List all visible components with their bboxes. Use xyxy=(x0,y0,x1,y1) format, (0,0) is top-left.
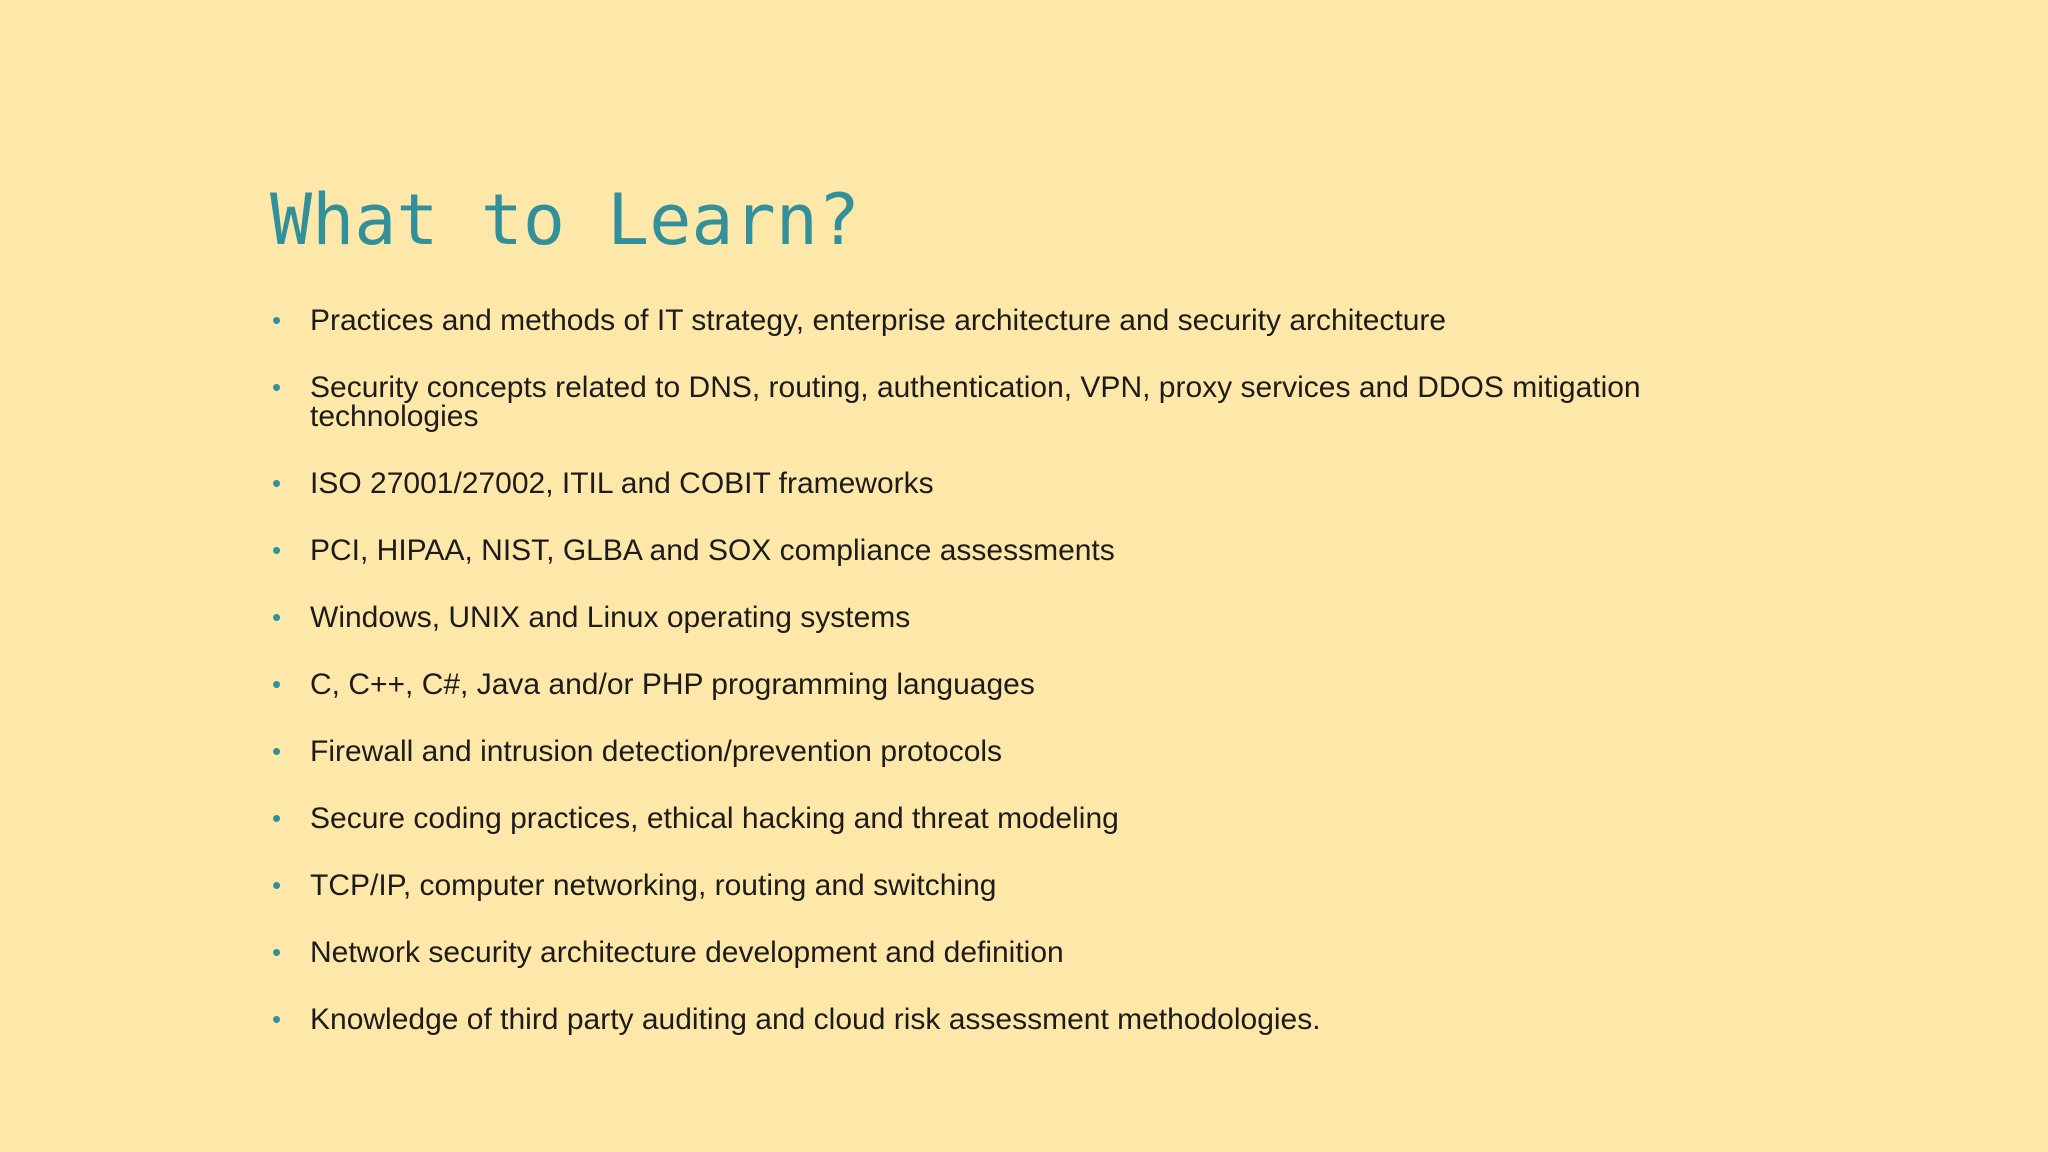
bullet-icon: • xyxy=(272,602,282,632)
list-item-text: Secure coding practices, ethical hacking and threat modeling xyxy=(310,802,1119,835)
bullet-list xyxy=(270,306,1800,1072)
list-item xyxy=(270,737,1800,766)
list-item-text: C, C++, C#, Java and/or PHP programming languages xyxy=(310,668,1035,701)
bullet-icon: • xyxy=(272,736,282,766)
list-item-text: Network security architecture development and definition xyxy=(310,936,1064,969)
list-item xyxy=(270,306,1800,335)
bullet-icon: • xyxy=(272,535,282,565)
list-item xyxy=(270,670,1800,699)
list-item-text: Knowledge of third party auditing and cloud risk assessment methodologies. xyxy=(310,1003,1321,1036)
bullet-icon: • xyxy=(272,870,282,900)
bullet-icon: • xyxy=(272,1004,282,1034)
list-item xyxy=(270,871,1800,900)
list-item xyxy=(270,373,1800,431)
slide-title: What to Learn? xyxy=(270,179,861,261)
bullet-icon: • xyxy=(272,305,282,335)
list-item xyxy=(270,804,1800,833)
list-item-text: Security concepts related to DNS, routing, authentication, VPN, proxy services and DDOS mitigation technologies xyxy=(310,371,1641,433)
list-item xyxy=(270,938,1800,967)
list-item-text: ISO 27001/27002, ITIL and COBIT frameworks xyxy=(310,467,934,500)
bullet-icon: • xyxy=(272,669,282,699)
bullet-icon: • xyxy=(272,803,282,833)
list-item xyxy=(270,536,1800,565)
bullet-icon: • xyxy=(272,372,282,402)
list-item-text: Firewall and intrusion detection/prevention protocols xyxy=(310,735,1003,768)
list-item-text: Practices and methods of IT strategy, enterprise architecture and security architecture xyxy=(310,304,1447,337)
list-item-text: TCP/IP, computer networking, routing and switching xyxy=(310,869,997,902)
list-item xyxy=(270,1005,1800,1034)
list-item xyxy=(270,469,1800,498)
list-item-text: Windows, UNIX and Linux operating systems xyxy=(310,601,911,634)
list-item xyxy=(270,603,1800,632)
list-item-text: PCI, HIPAA, NIST, GLBA and SOX compliance assessments xyxy=(310,534,1115,567)
bullet-icon: • xyxy=(272,468,282,498)
bullet-icon: • xyxy=(272,937,282,967)
